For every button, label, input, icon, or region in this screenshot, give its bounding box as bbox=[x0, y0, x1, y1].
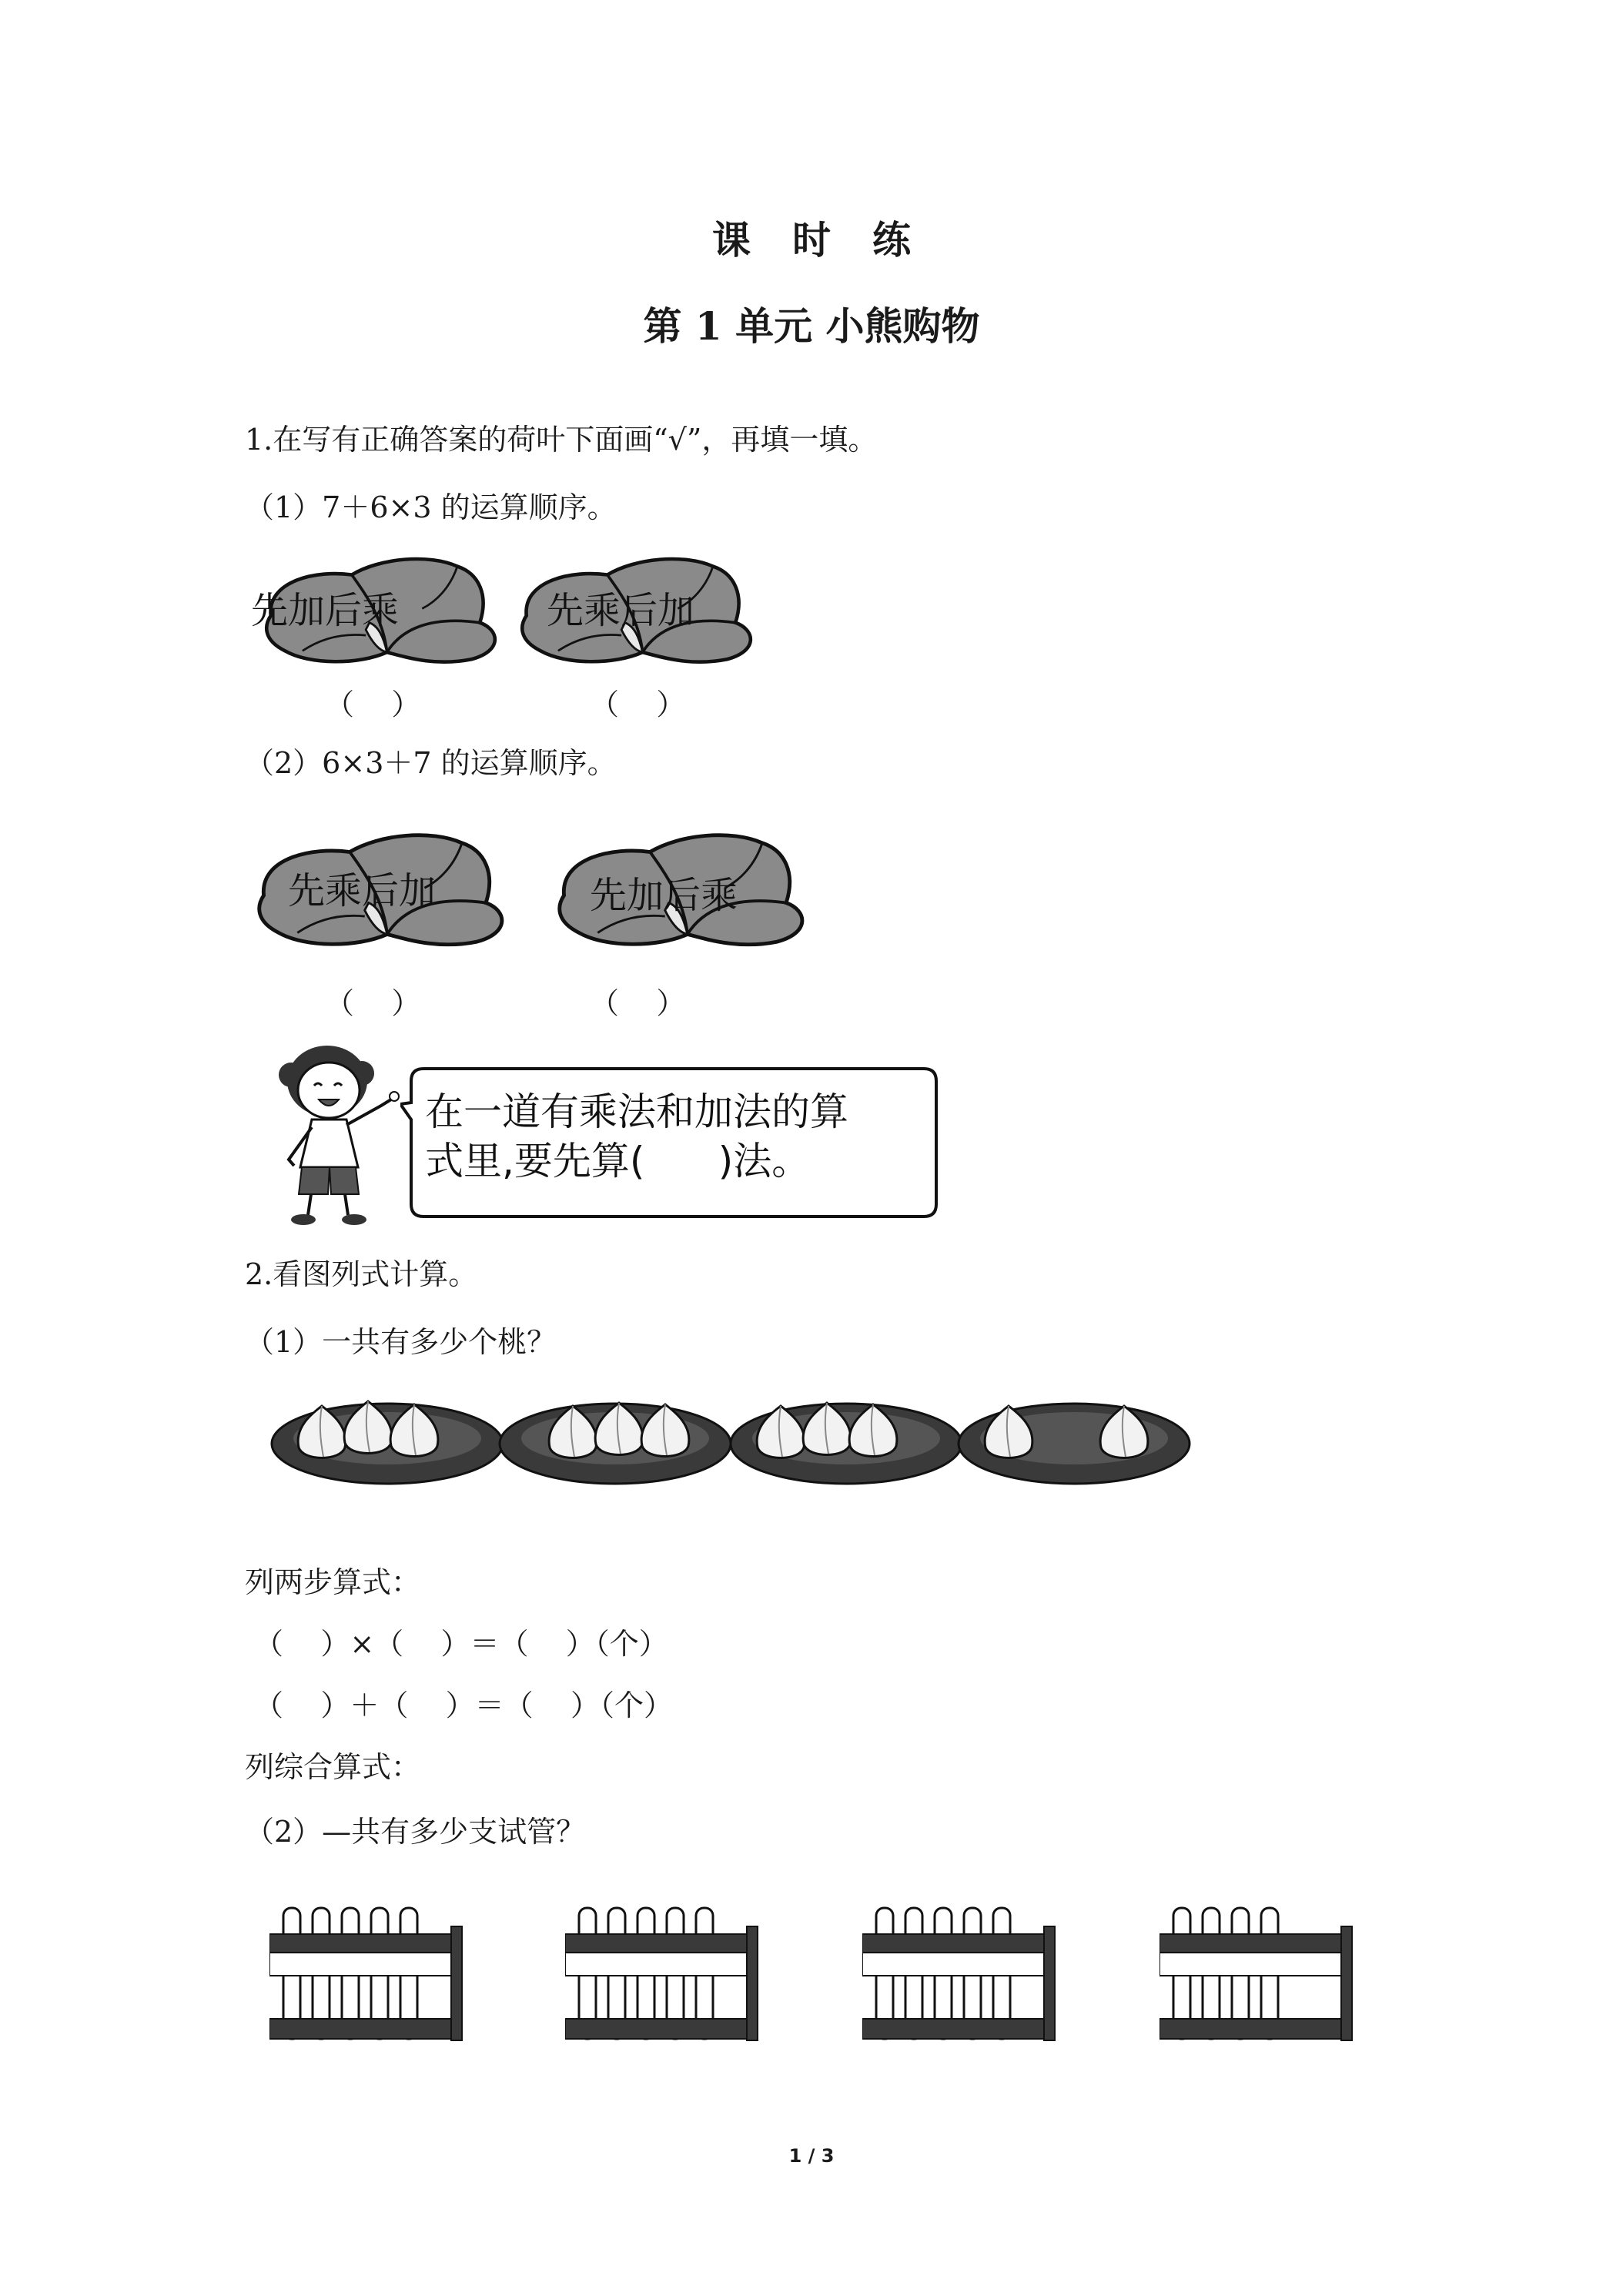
q2-part1-prompt: （1）一共有多少个桃？ bbox=[245, 1325, 557, 1359]
lotus-leaf-2-2 bbox=[553, 822, 815, 961]
girl-illustration bbox=[254, 1036, 423, 1232]
speech-bubble bbox=[400, 1066, 939, 1223]
answer-blank[interactable]: （ ） bbox=[325, 986, 421, 1020]
peach-plate-2 bbox=[496, 1386, 735, 1494]
unit-subtitle: 第 1 单元 小熊购物 bbox=[643, 303, 980, 349]
two-step-label: 列两步算式： bbox=[245, 1565, 421, 1599]
leaf-label: 先乘后加 bbox=[288, 869, 437, 912]
bubble-line-2: 式里,要先算( )法。 bbox=[425, 1139, 811, 1183]
answer-blank[interactable]: （ ） bbox=[590, 688, 686, 721]
equation-multiply[interactable]: （ ）×（ ）＝（ ）（个） bbox=[254, 1627, 668, 1661]
peach-plate-3 bbox=[727, 1386, 965, 1494]
lotus-leaf-1-1 bbox=[251, 547, 507, 678]
tube-rack-2 bbox=[565, 1903, 765, 2050]
combined-label: 列综合算式： bbox=[245, 1750, 421, 1784]
lotus-leaf-1-2 bbox=[516, 547, 762, 678]
tube-rack-3 bbox=[862, 1903, 1062, 2050]
page-title: 课时练 bbox=[712, 217, 952, 263]
q1-stem: 1.在写有正确答案的荷叶下面画“√”，再填一填。 bbox=[245, 423, 878, 457]
q1-part1-prompt: （1）7＋6×3 的运算顺序。 bbox=[245, 490, 617, 524]
leaf-label: 先加后乘 bbox=[590, 874, 738, 917]
bubble-line-1: 在一道有乘法和加法的算 bbox=[425, 1089, 848, 1134]
answer-blank[interactable]: （ ） bbox=[325, 688, 421, 721]
q2-part2-prompt: （2）—共有多少支试管？ bbox=[245, 1815, 586, 1849]
peach-plate-4 bbox=[955, 1386, 1193, 1494]
tube-rack-1 bbox=[269, 1903, 470, 2050]
equation-add[interactable]: （ ）＋（ ）＝（ ）（个） bbox=[254, 1689, 673, 1722]
page-number: 1 / 3 bbox=[788, 2145, 835, 2167]
leaf-label: 先加后乘 bbox=[251, 589, 400, 632]
q2-stem: 2.看图列式计算。 bbox=[245, 1257, 478, 1291]
q1-part2-prompt: （2）6×3＋7 的运算顺序。 bbox=[245, 746, 617, 780]
lotus-leaf-2-1 bbox=[253, 822, 514, 961]
answer-blank[interactable]: （ ） bbox=[590, 986, 686, 1020]
leaf-label: 先乘后加 bbox=[547, 589, 695, 632]
peach-plate-1 bbox=[268, 1386, 507, 1494]
tube-rack-4 bbox=[1160, 1903, 1360, 2050]
